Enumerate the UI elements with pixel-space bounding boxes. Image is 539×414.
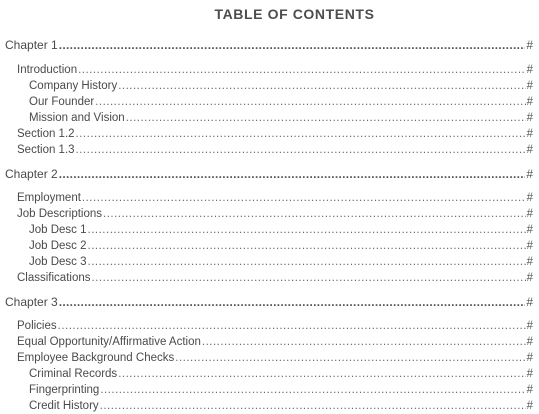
- dot-leader: [59, 37, 526, 53]
- toc-page-number: #: [526, 352, 533, 364]
- toc-entry-text: Policies: [17, 320, 57, 332]
- toc-page-number: #: [526, 320, 533, 332]
- toc-subsection-entry[interactable]: [29, 254, 533, 270]
- toc-section-entry[interactable]: [17, 318, 533, 334]
- toc-page-number: #: [526, 224, 533, 236]
- dot-leader: [92, 270, 526, 286]
- toc-subsection-entry[interactable]: [29, 222, 533, 238]
- dot-leader: [100, 382, 525, 398]
- toc-page-number: #: [526, 256, 533, 268]
- dot-leader: [103, 206, 526, 222]
- toc-entry-text: Section 1.3: [17, 144, 75, 156]
- toc-page-number: #: [526, 128, 533, 140]
- toc-page-number: #: [526, 336, 533, 348]
- toc-page-number: #: [526, 167, 533, 181]
- dot-leader: [78, 62, 525, 78]
- toc-entry-text: Job Desc 3: [29, 256, 87, 268]
- toc-entry-text: Credit History: [29, 400, 99, 412]
- toc-page-number: #: [526, 144, 533, 156]
- toc-page-number: #: [526, 272, 533, 284]
- toc-section-entry[interactable]: [17, 334, 533, 350]
- toc-page-number: #: [526, 368, 533, 380]
- toc-entry-text: Employee Background Checks: [17, 352, 175, 364]
- toc-subsection-entry[interactable]: [29, 366, 533, 382]
- toc-subsection-entry[interactable]: [29, 238, 533, 254]
- toc-page-number: #: [526, 80, 533, 92]
- toc-entry-text: Criminal Records: [29, 368, 118, 380]
- toc-chapter-entry[interactable]: [5, 37, 533, 53]
- toc-page-number: #: [526, 295, 533, 309]
- toc-section-entry[interactable]: [17, 126, 533, 142]
- dot-leader: [82, 190, 526, 206]
- toc-entry-text: Chapter 1: [5, 38, 58, 52]
- toc-page-number: #: [526, 96, 533, 108]
- toc-entry-text: Company History: [29, 80, 118, 92]
- toc-chapter-entry[interactable]: [5, 294, 533, 310]
- toc-entry-text: Job Descriptions: [17, 208, 103, 220]
- toc-section-entry[interactable]: [17, 142, 533, 158]
- toc-subsection-entry[interactable]: [29, 78, 533, 94]
- toc-subsection-entry[interactable]: [29, 94, 533, 110]
- page-title: TABLE OF CONTENTS: [214, 6, 375, 22]
- toc-entry-text: Chapter 3: [5, 295, 58, 309]
- toc-subsection-entry[interactable]: [29, 398, 533, 414]
- toc-page-number: #: [526, 38, 533, 52]
- dot-leader: [88, 238, 526, 254]
- dot-leader: [76, 126, 526, 142]
- toc-entry-text: Equal Opportunity/Affirmative Action: [17, 336, 201, 348]
- dot-leader: [126, 110, 526, 126]
- dot-leader: [88, 222, 526, 238]
- dot-leader: [95, 94, 525, 110]
- dot-leader: [118, 366, 525, 382]
- toc-entry-text: Classifications: [17, 272, 91, 284]
- dot-leader: [88, 254, 526, 270]
- toc-page-number: #: [526, 240, 533, 252]
- toc-entry-text: Mission and Vision: [29, 112, 125, 124]
- toc-section-entry[interactable]: [17, 62, 533, 78]
- dot-leader: [118, 78, 525, 94]
- toc-section-entry[interactable]: [17, 206, 533, 222]
- toc-entry-text: Chapter 2: [5, 167, 58, 181]
- dot-leader: [58, 318, 526, 334]
- dot-leader: [76, 142, 526, 158]
- toc-entry-text: Introduction: [17, 64, 78, 76]
- toc-section-entry[interactable]: [17, 270, 533, 286]
- dot-leader: [175, 350, 525, 366]
- toc-subsection-entry[interactable]: [29, 382, 533, 398]
- toc-entry-text: Fingerprinting: [29, 384, 100, 396]
- dot-leader: [59, 294, 526, 310]
- toc-page-number: #: [526, 384, 533, 396]
- dot-leader: [100, 398, 526, 414]
- toc-page-number: #: [526, 208, 533, 220]
- toc-entry-text: Our Founder: [29, 96, 95, 108]
- toc-chapter-entry[interactable]: [5, 166, 533, 182]
- toc-entry-text: Job Desc 1: [29, 224, 87, 236]
- dot-leader: [202, 334, 526, 350]
- toc-entry-text: Employment: [17, 192, 81, 204]
- toc-section-entry[interactable]: [17, 190, 533, 206]
- toc-page-number: #: [526, 64, 533, 76]
- toc-page-number: #: [526, 192, 533, 204]
- toc-section-entry[interactable]: [17, 350, 533, 366]
- toc-page-number: #: [526, 112, 533, 124]
- toc-entry-text: Job Desc 2: [29, 240, 87, 252]
- toc-page-number: #: [526, 400, 533, 412]
- dot-leader: [59, 166, 526, 182]
- toc-entry-text: Section 1.2: [17, 128, 75, 140]
- toc-subsection-entry[interactable]: [29, 110, 533, 126]
